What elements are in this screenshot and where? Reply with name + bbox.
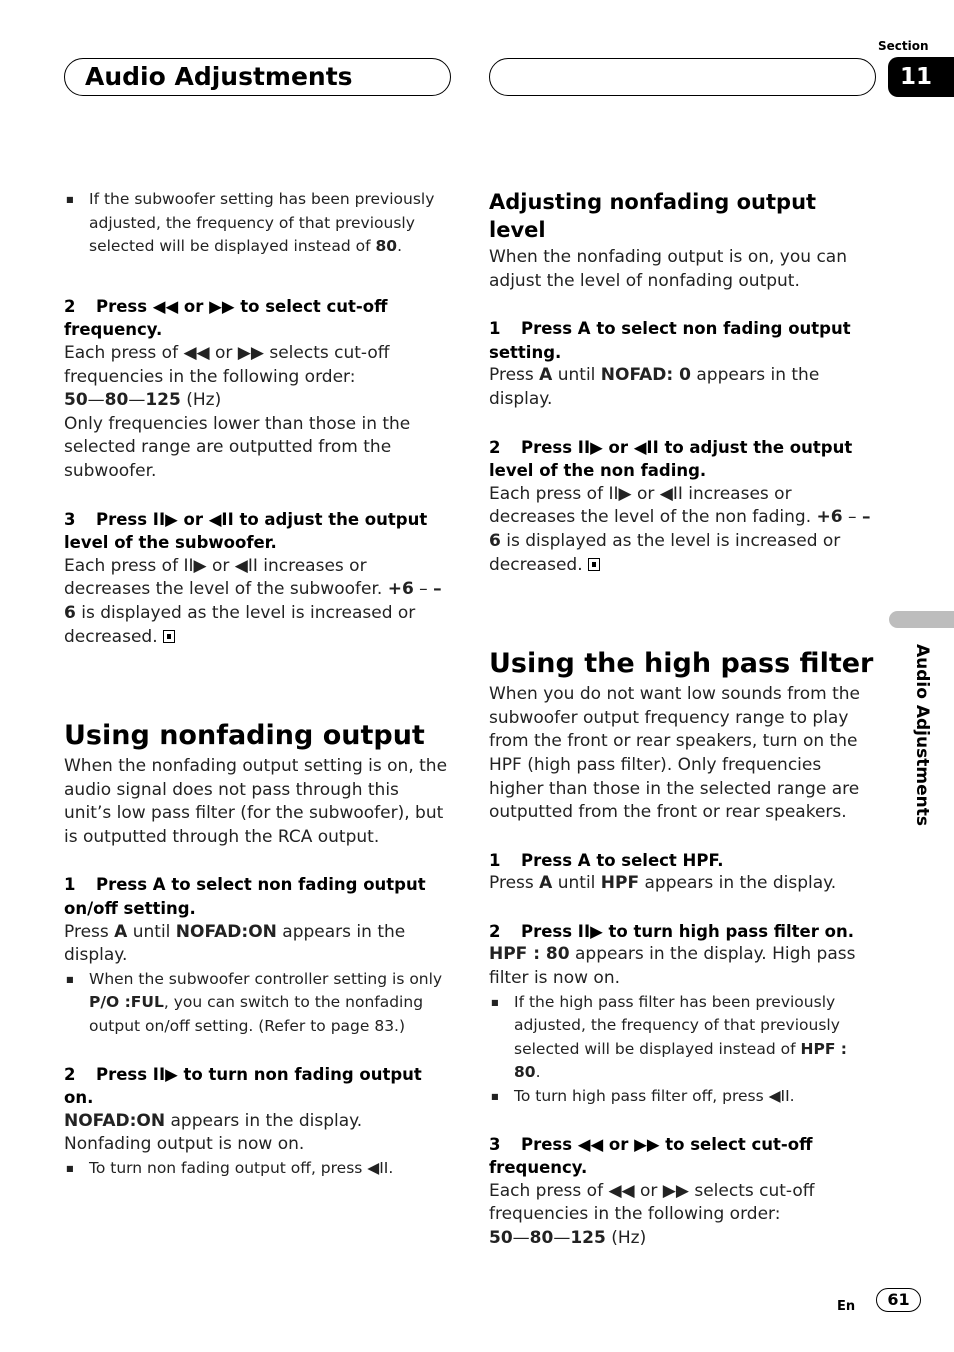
body-text: is displayed as the level is increased or decreased.	[489, 530, 841, 575]
header-right-frame	[489, 58, 876, 96]
display-text: HPF	[600, 873, 640, 894]
body-text: is displayed as the level is increased or decreased.	[64, 602, 416, 647]
seq-value: 125	[145, 390, 181, 411]
level-step-1	[489, 317, 875, 364]
step-3-level	[64, 508, 449, 555]
page-number: 61	[876, 1288, 921, 1312]
seq-value: 80	[529, 1228, 554, 1248]
step-2-cutoff	[64, 295, 449, 342]
key-label: A	[539, 873, 553, 894]
hpf-step-2-body	[489, 943, 875, 990]
note-bold-value: 80	[375, 237, 398, 256]
seq-unit: (Hz)	[605, 1228, 647, 1248]
body-text: Each press of II▶ or ◀II increases or decreases the level of the subwoofer.	[64, 555, 388, 600]
heading-high-pass-filter: Using the high pass filter	[489, 648, 874, 680]
left-column	[64, 188, 449, 1181]
step-number: 1	[489, 850, 501, 870]
range-value: –6	[64, 579, 442, 623]
body-text: appears in the display.	[639, 873, 837, 894]
hpf-note-2: ■ To turn high pass filter off, press ◀II.	[489, 1085, 875, 1109]
body-text: until	[552, 873, 601, 894]
display-text: NOFAD:ON	[175, 921, 277, 942]
nonfading-step-2-body	[64, 1110, 449, 1157]
end-mark-icon	[163, 630, 175, 643]
note-bold-value: HPF : 80	[514, 1039, 847, 1082]
hpf-intro: When you do not want low sounds from the subwoofer output frequency range to play from the front or rear speakers, turn on the HPF (high pass filter). Only frequencies higher than those in the selected range are outputted from the front or rear speakers.	[489, 684, 861, 823]
step-2-body	[64, 342, 449, 484]
level-intro: When the nonfading output is on, you can adjust the level of nonfading output.	[489, 247, 847, 291]
hpf-step-3-body	[489, 1180, 875, 1251]
header-title-frame	[64, 58, 451, 96]
step-title: Press A to select non fading output on/off setting.	[64, 875, 426, 919]
note-text: When the subwoofer controller setting is only	[89, 969, 443, 988]
hpf-note-1	[489, 991, 875, 1085]
step-number: 2	[64, 1064, 76, 1084]
range-value: +6	[387, 579, 414, 600]
level-step-2	[489, 436, 875, 483]
hpf-step-3	[489, 1133, 875, 1180]
key-label: A	[539, 365, 553, 386]
end-mark-icon	[588, 558, 600, 571]
right-column	[489, 188, 875, 1251]
nonfading-note-2: ■ To turn non fading output off, press ◀II.	[64, 1157, 449, 1181]
hpf-step-2	[489, 920, 875, 944]
body-text: until	[552, 365, 601, 386]
body-text: appears in the display.	[489, 365, 820, 409]
step-number: 2	[489, 921, 501, 941]
step-3-body	[64, 555, 449, 649]
page-title: Audio Adjustments	[85, 62, 353, 91]
step-number: 3	[64, 509, 76, 529]
body-text: Each press of ◀◀ or ▶▶ selects cut-off frequencies in the following order:	[489, 1180, 815, 1225]
note-end: .	[397, 237, 402, 256]
seq-dash: —	[553, 1228, 571, 1248]
step-number: 1	[64, 875, 76, 895]
step-title: Press II▶ to turn non fading output on.	[64, 1064, 422, 1108]
hpf-step-1-body	[489, 872, 875, 896]
level-step-2-body	[489, 483, 875, 577]
note-text: If the high pass filter has been previously adjusted, the frequency of that previously selected will be displayed instead of	[514, 992, 840, 1058]
key-label: A	[114, 921, 128, 942]
step-number: 2	[489, 437, 501, 457]
seq-value: 125	[570, 1228, 606, 1248]
seq-value: 80	[104, 390, 129, 411]
step-title: Press ◀◀ or ▶▶ to select cut-off frequency.	[489, 1134, 813, 1178]
body-text: appears in the display. Nonfading output is now on.	[64, 1110, 363, 1155]
note-text: .	[535, 1063, 541, 1082]
body-text: Each press of II▶ or ◀II increases or decreases the level of the non fading.	[489, 483, 817, 528]
range-dash: –	[842, 507, 862, 528]
step-title: Press A to select HPF.	[521, 850, 724, 870]
seq-value: 50	[489, 1228, 513, 1248]
body-text: appears in the display. High pass filter is now on.	[489, 944, 856, 989]
seq-dash: —	[128, 390, 146, 411]
nonfading-step-2	[64, 1063, 449, 1110]
body-text: Each press of ◀◀ or ▶▶ selects cut-off frequencies in the following order:	[64, 342, 390, 387]
display-text: NOFAD: 0	[600, 365, 691, 386]
footer-language: En	[837, 1299, 856, 1314]
section-label: Section	[878, 39, 929, 53]
note-text: , you can switch to the nonfading output on/off setting. (Refer to page 83.)	[89, 993, 424, 1036]
body-text: until	[127, 921, 176, 942]
seq-dash: —	[512, 1228, 530, 1248]
step-title: Press ◀◀ or ▶▶ to select cut-off frequency.	[64, 296, 388, 340]
level-step-1-body	[489, 364, 875, 411]
body-text: Press	[489, 873, 540, 894]
display-text: NOFAD:ON	[64, 1110, 166, 1131]
step-number: 1	[489, 319, 501, 339]
display-text: HPF : 80	[489, 944, 570, 965]
range-dash: –	[413, 579, 434, 600]
step-title: Press II▶ or ◀II to adjust the output level of the non fading.	[489, 437, 853, 481]
step-title: Press A to select non fading output setting.	[489, 319, 851, 362]
seq-value: 50	[64, 390, 88, 411]
note-previous-setting	[64, 188, 449, 259]
note-text: If the subwoofer setting has been previously adjusted, the frequency of that previously selected will be displayed instead of	[89, 190, 435, 256]
nonfading-note-1	[64, 968, 449, 1039]
section-number: 11	[888, 57, 954, 97]
body-text: appears in the display.	[64, 921, 406, 966]
step-title: Press II▶ to turn high pass filter on.	[521, 921, 854, 941]
range-value: +6	[816, 507, 843, 528]
side-tab-label: Audio Adjustments	[912, 644, 932, 826]
body-text: Press	[489, 365, 540, 386]
side-tab-marker	[889, 611, 954, 628]
hpf-step-1	[489, 849, 875, 873]
range-value: –6	[489, 507, 871, 551]
body-text: Press	[64, 921, 115, 942]
seq-dash: —	[87, 390, 105, 411]
heading-nonfading-level: Adjusting nonfading output level	[489, 190, 817, 242]
heading-nonfading: Using nonfading output	[64, 720, 425, 752]
step-title: Press II▶ or ◀II to adjust the output level of the subwoofer.	[64, 509, 428, 553]
step-number: 3	[489, 1134, 501, 1154]
body-text: Only frequencies lower than those in the selected range are outputted from the subwoofer.	[64, 413, 411, 481]
note-bold-value: P/O :FUL	[89, 993, 164, 1012]
nonfading-step-1	[64, 873, 449, 920]
nonfading-step-1-body	[64, 921, 449, 968]
seq-unit: (Hz)	[180, 390, 222, 411]
nonfading-intro: When the nonfading output setting is on, the audio signal does not pass through this unit’s low pass filter (for the subwoofer), but is outputted through the RCA output.	[64, 756, 448, 847]
step-number: 2	[64, 296, 76, 316]
